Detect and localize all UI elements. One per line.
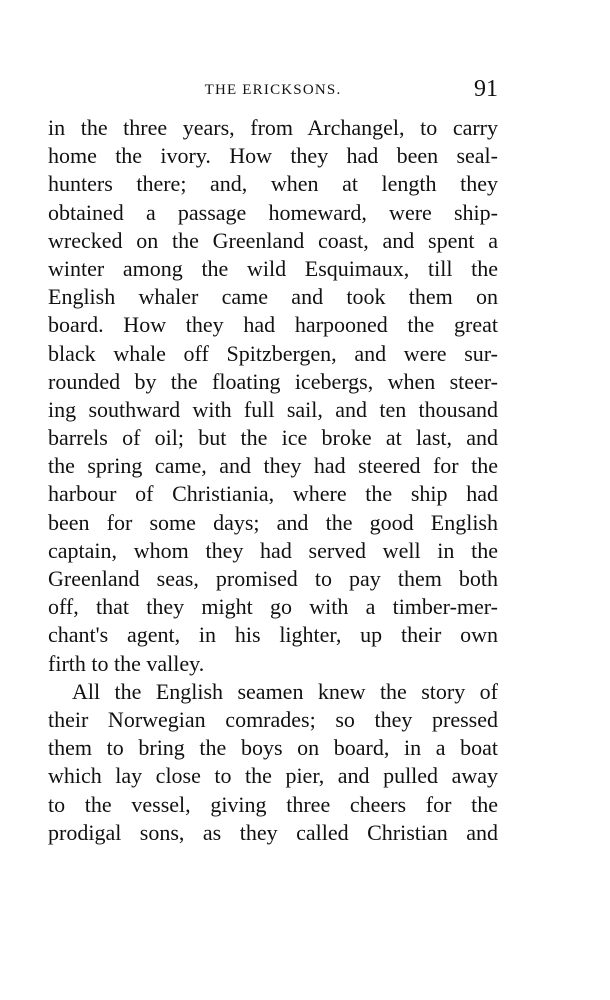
running-title: THE ERICKSONS.: [204, 82, 342, 98]
text-line: which lay close to the pier, and pulled away: [48, 763, 498, 789]
text-line: barrels of oil; but the ice broke at last, and: [48, 425, 498, 451]
text-line: obtained a passage homeward, were ship-: [48, 199, 498, 225]
text-line: to the vessel, giving three cheers for the: [48, 791, 498, 817]
paragraph-first-line: All the English seamen knew the story of: [72, 678, 498, 704]
text-line: the spring came, and they had steered for the: [48, 453, 498, 479]
text-line: been for some days; and the good English: [48, 509, 498, 535]
text-line: prodigal sons, as they called Christian and: [48, 819, 498, 845]
text-line: harbour of Christiania, where the ship had: [48, 481, 498, 507]
text-line: in the three years, from Archangel, to carry: [48, 115, 498, 140]
text-line: off, that they might go with a timber-mer-: [48, 594, 498, 620]
paragraph-last-line: firth to the valley.: [48, 650, 205, 676]
text-line: rounded by the floating icebergs, when steer-: [48, 368, 498, 394]
text-line: them to bring the boys on board, in a boat: [48, 735, 498, 761]
text-line: their Norwegian comrades; so they pressed: [48, 706, 498, 732]
text-line: board. How they had harpooned the great: [48, 312, 498, 338]
text-line: winter among the wild Esquimaux, till the: [48, 255, 498, 281]
text-line: hunters there; and, when at length they: [48, 171, 498, 197]
text-line: chant's agent, in his lighter, up their own: [48, 622, 498, 648]
text-line: home the ivory. How they had been seal-: [48, 143, 498, 169]
page-number: 91: [474, 76, 498, 102]
body-text: [48, 114, 498, 847]
text-line: black whale off Spitzbergen, and were sur-: [48, 340, 498, 366]
page-header: [48, 76, 498, 106]
text-line: Greenland seas, promised to pay them both: [48, 566, 498, 591]
text-line: wrecked on the Greenland coast, and spent a: [48, 227, 498, 253]
text-line: captain, whom they had served well in the: [48, 537, 498, 563]
text-line: ing southward with full sail, and ten thousand: [48, 396, 498, 422]
text-line: English whaler came and took them on: [48, 284, 498, 310]
